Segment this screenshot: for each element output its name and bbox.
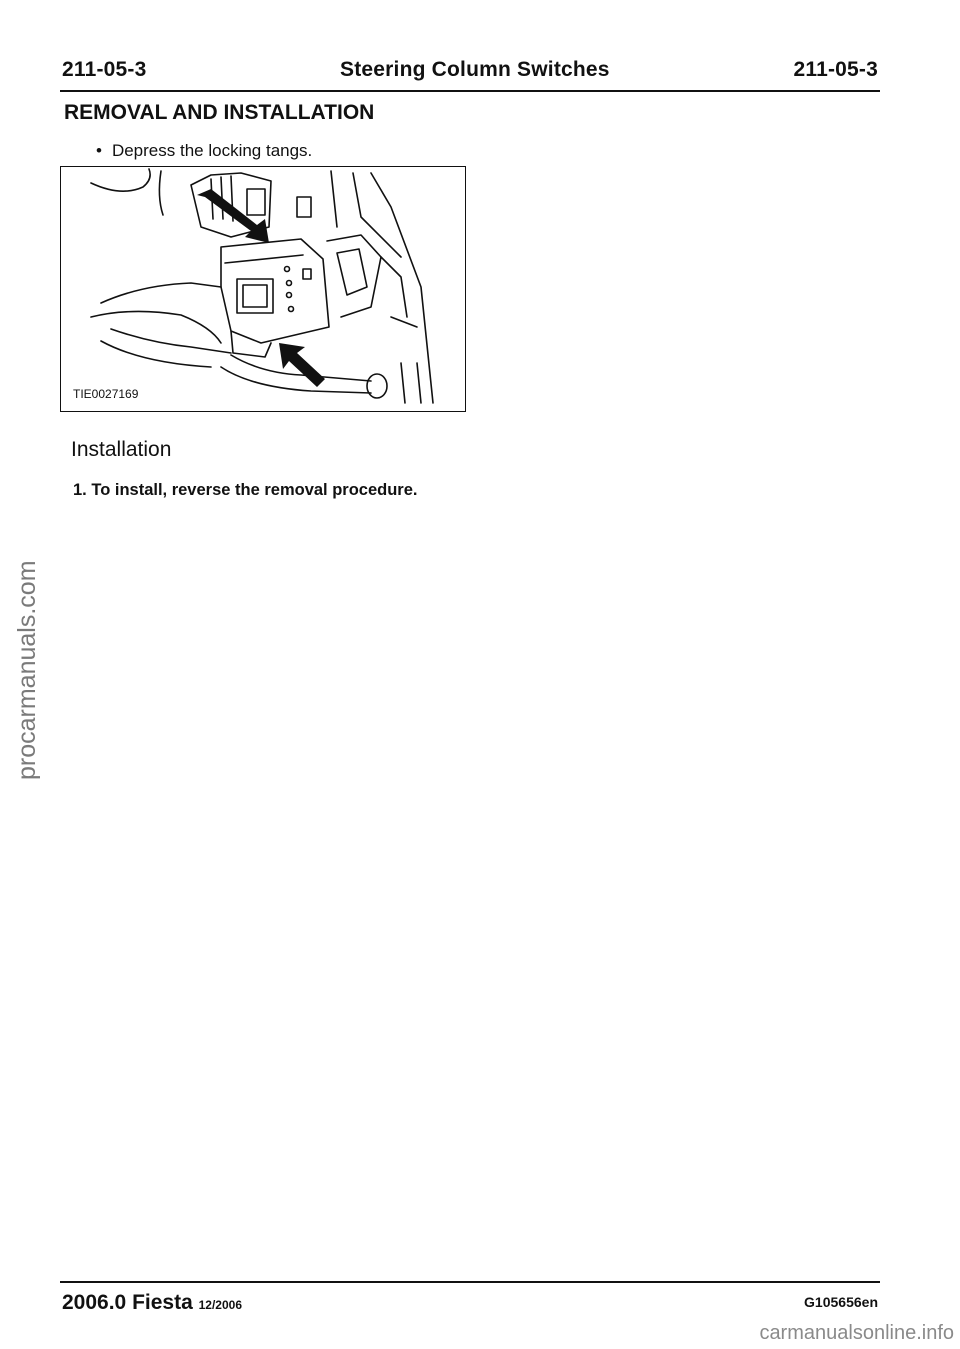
illustration-figure bbox=[60, 166, 466, 412]
footer-date: 12/2006 bbox=[198, 1298, 242, 1312]
installation-step: 1. To install, reverse the removal procedure. bbox=[73, 481, 418, 499]
header-rule bbox=[60, 90, 880, 92]
installation-heading: Installation bbox=[71, 438, 172, 461]
footer-rule bbox=[60, 1281, 880, 1283]
instruction-text: Depress the locking tangs. bbox=[111, 141, 313, 160]
section-number-right: 211-05-3 bbox=[793, 58, 878, 81]
footer-model-name: 2006.0 Fiesta bbox=[62, 1291, 193, 1314]
page-title: Steering Column Switches bbox=[340, 58, 610, 81]
footer-site-link[interactable]: carmanualsonline.info bbox=[759, 1322, 954, 1344]
figure-id: TIE0027169 bbox=[73, 387, 139, 401]
watermark-text: procarmanuals.com bbox=[13, 560, 41, 780]
bullet-icon: • bbox=[96, 141, 102, 160]
footer-model bbox=[62, 1291, 242, 1315]
instruction-bullet bbox=[96, 141, 312, 161]
steering-column-switch-drawing bbox=[61, 167, 466, 412]
footer-code: G105656en bbox=[804, 1294, 878, 1310]
section-number-left: 211-05-3 bbox=[62, 58, 147, 81]
section-title: REMOVAL AND INSTALLATION bbox=[64, 101, 375, 124]
